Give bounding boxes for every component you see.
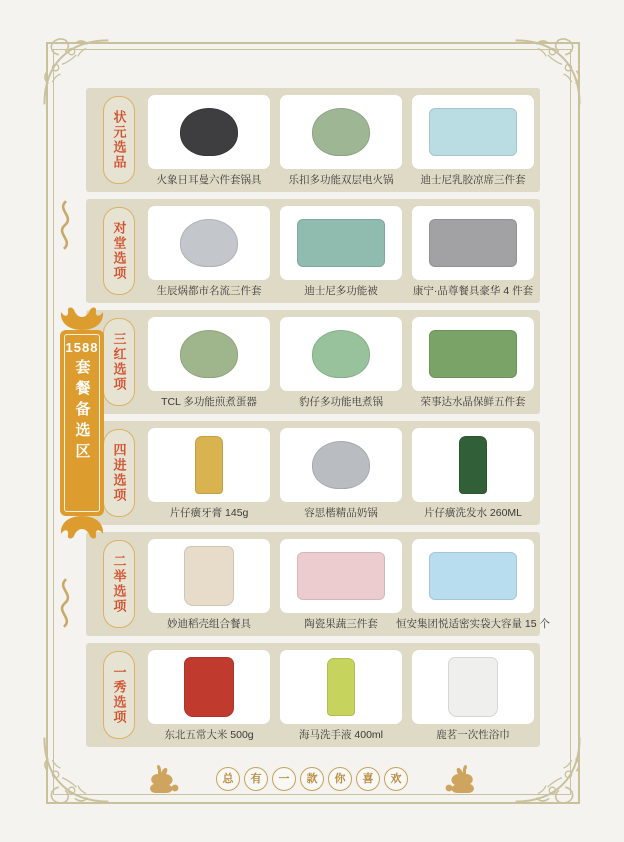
row-tier-label-text: 状元选品: [111, 110, 127, 170]
product-item: [280, 539, 402, 630]
product-photo: [280, 650, 402, 724]
product-image-icon: [184, 657, 234, 717]
row-tier-label-text: 四进选项: [111, 443, 127, 503]
product-photo: [280, 428, 402, 502]
product-caption: 迪士尼乳胶凉席三件套: [420, 173, 526, 186]
product-caption: 鹿茗一次性浴巾: [436, 728, 510, 741]
product-caption: 荣事达水晶保鲜五件套: [420, 395, 526, 408]
product-photo: [412, 95, 534, 169]
product-row: [86, 199, 540, 303]
product-photo: [148, 206, 270, 280]
product-item: [412, 95, 534, 186]
product-item: [412, 206, 534, 297]
banner-text: 套餐备选区: [73, 359, 91, 464]
banner-top-curl-icon: [56, 304, 108, 330]
product-item: [396, 539, 551, 630]
product-photo: [280, 317, 402, 391]
product-image-icon: [180, 219, 238, 267]
rabbit-icon: [444, 764, 478, 794]
product-image-icon: [459, 436, 487, 494]
product-caption: TCL 多功能煎煮蛋器: [161, 395, 257, 408]
slogan-char: 你: [334, 772, 346, 785]
banner-body: [60, 330, 104, 516]
product-photo: [412, 650, 534, 724]
product-photo: [148, 539, 270, 613]
product-caption: 火象日耳曼六件套锅具: [156, 173, 262, 186]
slogan-medallion: [356, 767, 380, 791]
product-image-icon: [297, 552, 385, 600]
product-photo: [148, 317, 270, 391]
product-image-icon: [429, 330, 517, 378]
product-photo: [280, 539, 402, 613]
product-image-icon: [312, 441, 370, 489]
product-cards: [148, 206, 534, 297]
product-item: [280, 650, 402, 741]
product-photo: [412, 539, 534, 613]
product-item: [148, 206, 270, 297]
row-tier-label: [103, 540, 135, 628]
product-cards: [148, 317, 534, 408]
slogan-medallion: [272, 767, 296, 791]
slogan-medallion: [216, 767, 240, 791]
product-caption: 东北五常大米 500g: [164, 728, 254, 741]
product-caption: 海马洗手液 400ml: [298, 728, 383, 741]
slogan-medallion: [328, 767, 352, 791]
ribbon-flourish-icon: [52, 198, 78, 252]
product-caption: 容思楷精品奶锅: [304, 506, 378, 519]
product-row: [86, 310, 540, 414]
slogan-char: 喜: [362, 772, 374, 785]
product-image-icon: [195, 436, 223, 494]
banner-bottom-curl-icon: [56, 516, 108, 542]
product-image-icon: [184, 546, 234, 606]
product-row: [86, 643, 540, 747]
product-caption: 妙迪稻壳组合餐具: [167, 617, 251, 630]
row-tier-label-text: 三红选项: [111, 332, 127, 392]
product-item: [148, 428, 270, 519]
product-cards: [148, 428, 534, 519]
product-item: [412, 650, 534, 741]
product-cards: [148, 95, 534, 186]
product-photo: [412, 206, 534, 280]
product-caption: 康宁·品尊餐具豪华 4 件套: [412, 284, 534, 297]
product-caption: 恒安集团悦适密实袋大容量 15 个: [396, 617, 551, 630]
product-item: [280, 317, 402, 408]
product-image-icon: [297, 219, 385, 267]
side-banner: [56, 304, 108, 546]
footer-slogan: [214, 767, 410, 791]
product-item: [148, 317, 270, 408]
product-image-icon: [448, 657, 498, 717]
product-photo: [280, 95, 402, 169]
product-item: [280, 95, 402, 186]
row-tier-label-text: 二举选项: [111, 554, 127, 614]
product-image-icon: [429, 219, 517, 267]
row-tier-label: [103, 96, 135, 184]
product-photo: [148, 650, 270, 724]
product-cards: [148, 539, 551, 630]
product-caption: 豹仔多功能电煮锅: [299, 395, 383, 408]
slogan-char: 总: [222, 772, 234, 785]
product-cards: [148, 650, 534, 741]
product-caption: 生辰㶽都市名流三件套: [156, 284, 262, 297]
row-tier-label-text: 对堂选项: [111, 221, 127, 281]
product-image-icon: [312, 330, 370, 378]
slogan-char: 款: [306, 772, 318, 785]
slogan-char: 一: [278, 772, 290, 785]
product-caption: 片仔癀牙膏 145g: [169, 506, 249, 519]
product-item: [412, 317, 534, 408]
footer: [60, 762, 564, 796]
ribbon-flourish-icon: [52, 576, 78, 630]
banner-number: 1588: [65, 340, 99, 355]
row-tier-label: [103, 207, 135, 295]
row-tier-label-text: 一秀选项: [111, 665, 127, 725]
product-photo: [412, 317, 534, 391]
product-caption: 乐扣多功能双层电火锅: [288, 173, 394, 186]
product-photo: [412, 428, 534, 502]
product-photo: [148, 428, 270, 502]
product-image-icon: [180, 330, 238, 378]
product-image-icon: [180, 108, 238, 156]
slogan-medallion: [244, 767, 268, 791]
product-photo: [280, 206, 402, 280]
product-image-icon: [429, 552, 517, 600]
product-row: [86, 421, 540, 525]
product-item: [280, 206, 402, 297]
product-item: [412, 428, 534, 519]
slogan-medallion: [384, 767, 408, 791]
slogan-char: 有: [250, 772, 262, 785]
slogan-char: 欢: [390, 772, 402, 785]
product-image-icon: [312, 108, 370, 156]
product-row: [86, 88, 540, 192]
product-image-icon: [327, 658, 355, 716]
product-caption: 片仔癀洗发水 260ML: [423, 506, 523, 519]
product-rows: [86, 88, 551, 754]
row-tier-label: [103, 651, 135, 739]
rabbit-icon: [146, 764, 180, 794]
product-item: [148, 95, 270, 186]
slogan-medallion: [300, 767, 324, 791]
product-caption: 陶瓷果蔬三件套: [304, 617, 378, 630]
product-caption: 迪士尼多功能被: [304, 284, 378, 297]
product-item: [148, 650, 270, 741]
product-row: [86, 532, 551, 636]
product-photo: [148, 95, 270, 169]
product-item: [148, 539, 270, 630]
product-image-icon: [429, 108, 517, 156]
product-item: [280, 428, 402, 519]
